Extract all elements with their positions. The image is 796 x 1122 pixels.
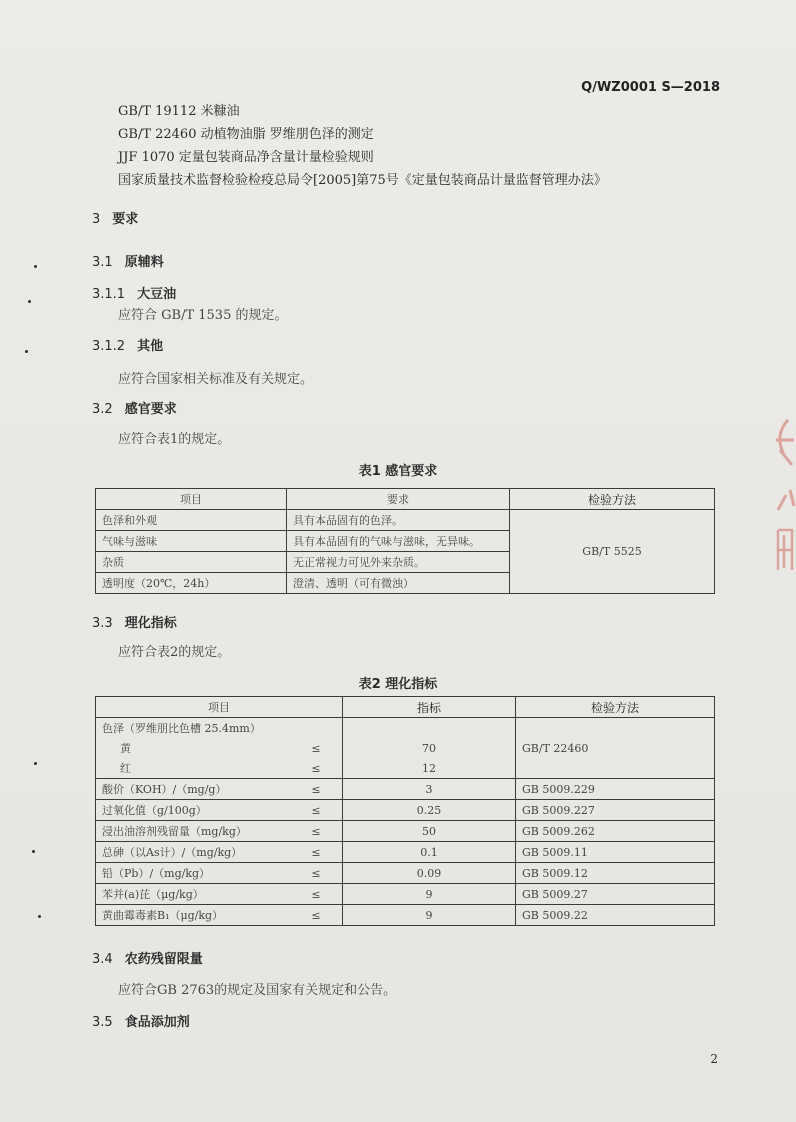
table-cell: 铅（Pb）/（mg/kg） [96, 863, 291, 884]
section-number: 3.2 [92, 402, 113, 417]
table-cell: 总砷（以As计）/（mg/kg） [96, 842, 291, 863]
table-row [96, 718, 715, 739]
section-title: 原辅料 [124, 255, 164, 270]
scan-speck [34, 265, 37, 268]
section-heading [92, 335, 163, 354]
table-cell: 气味与滋味 [96, 531, 287, 552]
section-body: 应符合 GB/T 1535 的规定。 [118, 308, 288, 323]
page-number: 2 [710, 1052, 718, 1066]
table-caption: 表2 理化指标 [358, 677, 438, 692]
table-cell: 杂质 [96, 552, 287, 573]
value-cell: 12 [343, 758, 516, 779]
table-row [96, 510, 715, 531]
table-row [96, 884, 715, 905]
table-cell: 无正常视力可见外来杂质。 [287, 552, 510, 573]
table-row [96, 779, 715, 800]
table-cell: 过氧化值（g/100g） [96, 800, 291, 821]
scan-speck [32, 850, 35, 853]
reference-line: GB/T 19112 米糠油 [118, 104, 240, 119]
table-cell: 澄清、透明（可有微浊） [287, 573, 510, 594]
column-header: 检验方法 [510, 489, 715, 510]
section-title: 农药残留限量 [124, 952, 203, 967]
table-cell: 黄曲霉毒素B₁（μg/kg） [96, 905, 291, 926]
method-cell: GB 5009.11 [516, 842, 715, 863]
value-cell: 9 [343, 884, 516, 905]
table-row [96, 842, 715, 863]
section-body: 应符合国家相关标准及有关规定。 [118, 372, 314, 387]
table-header-row [96, 489, 715, 510]
table-row [96, 905, 715, 926]
section-title: 其他 [137, 339, 164, 354]
table-cell: 黄 [96, 738, 291, 758]
section-number: 3.1 [92, 255, 113, 270]
method-cell: GB 5009.227 [516, 800, 715, 821]
method-cell: GB 5009.27 [516, 884, 715, 905]
section-title: 感官要求 [124, 402, 177, 417]
table-cell: 透明度（20℃，24h） [96, 573, 287, 594]
value-cell: 0.25 [343, 800, 516, 821]
value-cell: 0.09 [343, 863, 516, 884]
method-cell: GB 5009.22 [516, 905, 715, 926]
table-cell: 苯并(a)芘（μg/kg） [96, 884, 291, 905]
method-cell: GB 5009.262 [516, 821, 715, 842]
section-body: 应符合表2的规定。 [118, 645, 231, 660]
reference-line: JJF 1070 定量包装商品净含量计量检验规则 [118, 150, 374, 165]
table-cell: 浸出油溶剂残留量（mg/kg） [96, 821, 291, 842]
column-header: 项目 [96, 697, 343, 718]
section-body: 应符合GB 2763的规定及国家有关规定和公告。 [118, 983, 397, 998]
table-row [96, 821, 715, 842]
seal-fragment-icon [766, 410, 796, 580]
operator-cell: ≤ [290, 884, 343, 905]
method-cell: GB 5009.229 [516, 779, 715, 800]
section-number: 3.4 [92, 952, 113, 967]
reference-line: 国家质量技术监督检验检疫总局令[2005]第75号《定量包装商品计量监督管理办法》 [118, 173, 607, 188]
scan-speck [38, 915, 41, 918]
table-cell: 具有本品固有的气味与滋味，无异味。 [287, 531, 510, 552]
section-number: 3.3 [92, 616, 113, 631]
section-heading [92, 612, 177, 631]
table-cell: 色泽和外观 [96, 510, 287, 531]
operator-cell: ≤ [290, 758, 343, 779]
column-header: 指标 [343, 697, 516, 718]
section-number: 3.5 [92, 1015, 113, 1030]
table-cell: 红 [96, 758, 291, 779]
operator-cell: ≤ [290, 821, 343, 842]
section-heading [92, 208, 138, 227]
physchem-table [95, 696, 715, 926]
value-cell: 9 [343, 905, 516, 926]
sensory-table [95, 488, 715, 594]
section-number: 3.1.2 [92, 339, 126, 354]
section-title: 食品添加剂 [124, 1015, 190, 1030]
column-header: 要求 [287, 489, 510, 510]
reference-line: GB/T 22460 动植物油脂 罗维朋色泽的测定 [118, 127, 374, 142]
red-seal-stamp [766, 410, 796, 580]
scan-speck [28, 300, 31, 303]
value-cell: 50 [343, 821, 516, 842]
value-cell: 0.1 [343, 842, 516, 863]
column-header: 项目 [96, 489, 287, 510]
table-row [96, 800, 715, 821]
section-heading [92, 1011, 190, 1030]
section-title: 理化指标 [124, 616, 177, 631]
table-cell: 色泽（罗维朋比色槽 25.4mm） [96, 718, 343, 739]
empty-cell [343, 718, 516, 739]
table-row [96, 863, 715, 884]
method-cell: GB 5009.12 [516, 863, 715, 884]
table-header-row [96, 697, 715, 718]
scan-speck [34, 762, 37, 765]
section-heading [92, 948, 203, 967]
standard-number: Q/WZ0001 S—2018 [581, 80, 720, 95]
operator-cell: ≤ [290, 800, 343, 821]
method-cell: GB/T 22460 [516, 718, 715, 779]
column-header: 检验方法 [516, 697, 715, 718]
operator-cell: ≤ [290, 738, 343, 758]
section-title: 大豆油 [137, 287, 177, 302]
operator-cell: ≤ [290, 842, 343, 863]
table-cell: 具有本品固有的色泽。 [287, 510, 510, 531]
value-cell: 70 [343, 738, 516, 758]
value-cell: 3 [343, 779, 516, 800]
section-title: 要求 [112, 212, 139, 227]
table-caption: 表1 感官要求 [358, 464, 438, 479]
section-heading [92, 251, 164, 270]
method-cell: GB/T 5525 [510, 510, 715, 594]
section-heading [92, 398, 177, 417]
operator-cell: ≤ [290, 779, 343, 800]
operator-cell: ≤ [290, 863, 343, 884]
section-number: 3 [92, 212, 101, 227]
scan-speck [25, 350, 28, 353]
section-body: 应符合表1的规定。 [118, 432, 231, 447]
section-number: 3.1.1 [92, 287, 126, 302]
operator-cell: ≤ [290, 905, 343, 926]
section-heading [92, 283, 176, 302]
table-cell: 酸价（KOH）/（mg/g） [96, 779, 291, 800]
